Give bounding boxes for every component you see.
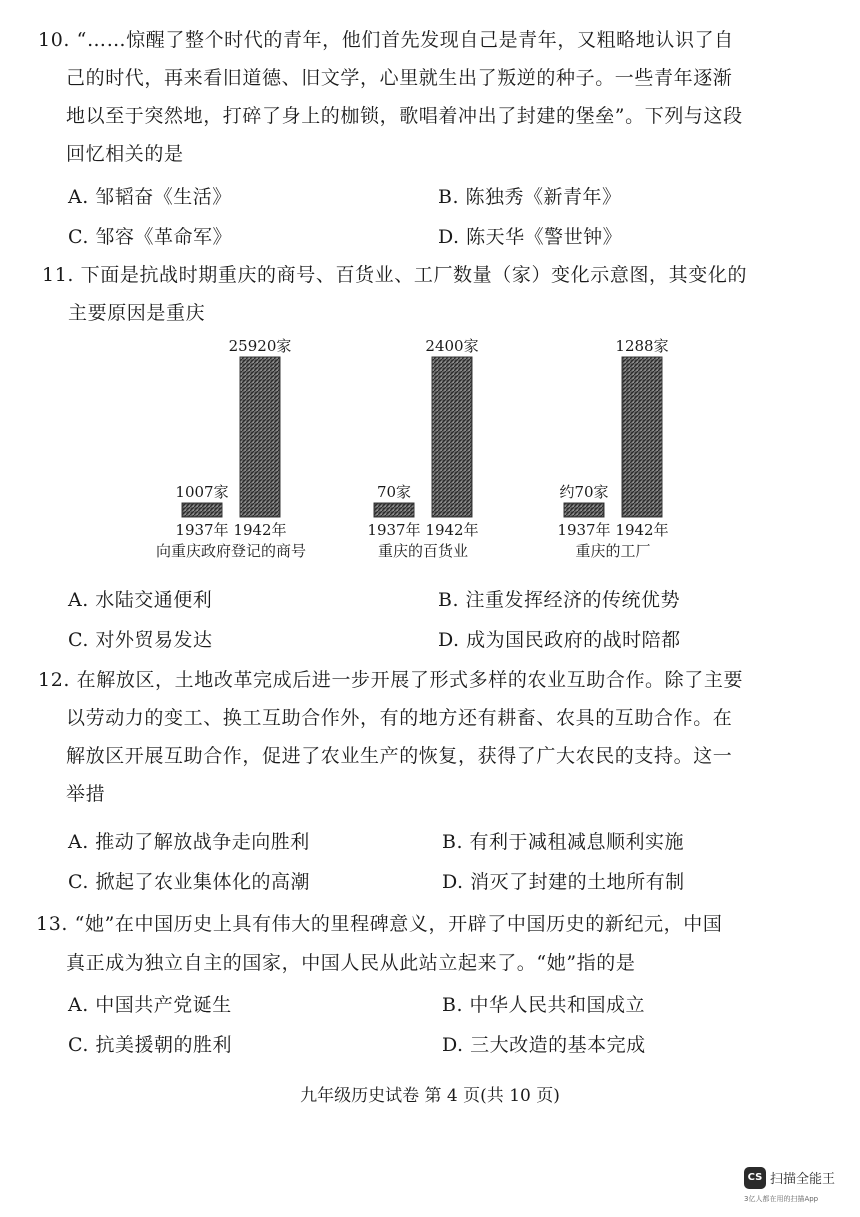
q10-option-b: B. 陈独秀《新青年》: [438, 186, 622, 208]
q12-option-b: B. 有利于减租减息顺利实施: [442, 831, 685, 853]
bar-group1-1942: [240, 357, 280, 517]
bar-value-label: 约70家: [559, 483, 609, 501]
bar-group2-1942: [432, 357, 472, 517]
bar-group-name: 向重庆政府登记的商号: [155, 542, 307, 560]
q12-stem-line-2: 以劳动力的变工、换工互助合作外，有的地方还有耕畜、农具的互助合作。在: [66, 707, 733, 729]
q11-option-c: C. 对外贸易发达: [68, 629, 213, 651]
q10-stem-line-4: 回忆相关的是: [66, 143, 184, 165]
bar-group-name: 重庆的百货业: [377, 542, 469, 560]
q13-option-a: A. 中国共产党诞生: [68, 994, 232, 1016]
q10-stem-line-3: 地以至于突然地，打碎了身上的枷锁，歌唱着冲出了封建的堡垒”。下列与这段: [66, 105, 743, 127]
q12-stem-line-1: 12. 在解放区，土地改革完成后进一步开展了形式多样的农业互助合作。除了主要: [38, 669, 744, 691]
q12-option-d: D. 消灭了封建的土地所有制: [442, 871, 685, 893]
q10-option-d: D. 陈天华《警世钟》: [438, 226, 623, 248]
bar-value-label: 1007家: [175, 483, 229, 501]
bar-value-label: 25920家: [228, 337, 292, 355]
scanner-logo-icon: CS: [744, 1167, 766, 1189]
bar-group2-1937: [374, 503, 414, 517]
q11-bar-chart: [130, 335, 730, 575]
bar-category-label: 1942年: [615, 521, 669, 539]
q10-option-c: C. 邹容《革命军》: [68, 226, 232, 248]
q13-stem-line-1: 13. “她”在中国历史上具有伟大的里程碑意义，开辟了中国历史的新纪元，中国: [36, 913, 723, 935]
scanner-watermark: [744, 1167, 844, 1207]
q11-option-a: A. 水陆交通便利: [68, 589, 213, 611]
bar-category-label: 1942年: [233, 521, 287, 539]
bar-group3-1942: [622, 357, 662, 517]
q12-stem-line-4: 举措: [66, 783, 106, 805]
q13-option-b: B. 中华人民共和国成立: [442, 994, 646, 1016]
bar-value-label: 1288家: [615, 337, 669, 355]
q13-option-d: D. 三大改造的基本完成: [442, 1034, 646, 1056]
q12-option-a: A. 推动了解放战争走向胜利: [68, 831, 310, 853]
bar-category-label: 1942年: [425, 521, 479, 539]
q10-stem-line-2: 己的时代，再来看旧道德、旧文学，心里就生出了叛逆的种子。一些青年逐渐: [66, 67, 733, 89]
q11-stem-line-2: 主要原因是重庆: [68, 302, 206, 324]
bar-group-name: 重庆的工厂: [575, 542, 651, 560]
scanner-tagline: 3亿人都在用的扫描App: [744, 1195, 819, 1203]
q12-stem-line-3: 解放区开展互助合作，促进了农业生产的恢复，获得了广大农民的支持。这一: [66, 745, 733, 767]
q13-stem-line-2: 真正成为独立自主的国家，中国人民从此站立起来了。“她”指的是: [66, 952, 636, 974]
bar-group1-1937: [182, 503, 222, 517]
bar-group3-1937: [564, 503, 604, 517]
q12-option-c: C. 掀起了农业集体化的高潮: [68, 871, 310, 893]
q10-option-a: A. 邹韬奋《生活》: [68, 186, 232, 208]
page-footer: 九年级历史试卷 第 4 页(共 10 页): [300, 1086, 560, 1106]
q13-option-c: C. 抗美援朝的胜利: [68, 1034, 232, 1056]
bar-category-label: 1937年: [175, 521, 229, 539]
scanner-app-name: 扫描全能王: [770, 1172, 836, 1187]
q11-option-d: D. 成为国民政府的战时陪都: [438, 629, 681, 651]
bar-value-label: 2400家: [425, 337, 479, 355]
bar-category-label: 1937年: [367, 521, 421, 539]
bar-category-label: 1937年: [557, 521, 611, 539]
q10-stem-line-1: 10. “……惊醒了整个时代的青年，他们首先发现自己是青年，又粗略地认识了自: [38, 29, 734, 51]
q11-option-b: B. 注重发挥经济的传统优势: [438, 589, 681, 611]
q11-stem-line-1: 11. 下面是抗战时期重庆的商号、百货业、工厂数量（家）变化示意图，其变化的: [42, 264, 748, 286]
bar-value-label: 70家: [376, 483, 412, 501]
